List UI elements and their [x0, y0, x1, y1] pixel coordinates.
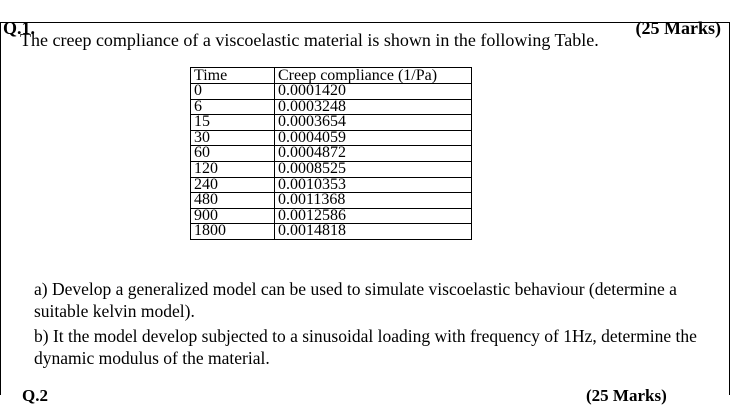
time-cell: 30	[191, 130, 275, 146]
time-cell: 15	[191, 115, 275, 131]
table-row	[191, 115, 472, 131]
creep-compliance-table	[190, 67, 472, 240]
table-row	[191, 224, 472, 240]
time-cell: 0	[191, 84, 275, 100]
compliance-cell: 0.0001420	[275, 84, 472, 100]
table-row	[191, 161, 472, 177]
time-cell: 240	[191, 177, 275, 193]
table-row	[191, 84, 472, 100]
header-creep-compliance: Creep compliance (1/Pa)	[275, 68, 472, 84]
time-cell: 1800	[191, 224, 275, 240]
table-row	[191, 193, 472, 209]
compliance-cell: 0.0011368	[275, 193, 472, 209]
question-1-intro: The creep compliance of a viscoelastic material is shown in the following Table.	[20, 30, 599, 50]
compliance-cell: 0.0004059	[275, 130, 472, 146]
compliance-cell: 0.0004872	[275, 146, 472, 162]
compliance-cell: 0.0014818	[275, 224, 472, 240]
compliance-cell: 0.0010353	[275, 177, 472, 193]
compliance-cell: 0.0003654	[275, 115, 472, 131]
header-time: Time	[191, 68, 275, 84]
compliance-cell: 0.0003248	[275, 99, 472, 115]
time-cell: 6	[191, 99, 275, 115]
part-b-text: b) It the model develop subjected to a sinusoidal loading with frequency of 1Hz, determine the dynamic modulus of the material.	[34, 326, 697, 368]
time-cell: 480	[191, 193, 275, 209]
part-a-text: a) Develop a generalized model can be used to simulate viscoelastic behaviour (determine a suitable kelvin model).	[34, 279, 677, 321]
time-cell: 60	[191, 146, 275, 162]
question-1-marks: (25 Marks)	[635, 18, 721, 38]
question-1-label: Q.1.	[3, 18, 36, 38]
time-cell: 120	[191, 161, 275, 177]
time-cell: 900	[191, 208, 275, 224]
compliance-cell: 0.0012586	[275, 208, 472, 224]
question-2-label: Q.2	[22, 386, 48, 405]
question-2-marks: (25 Marks)	[586, 386, 667, 405]
compliance-cell: 0.0008525	[275, 161, 472, 177]
